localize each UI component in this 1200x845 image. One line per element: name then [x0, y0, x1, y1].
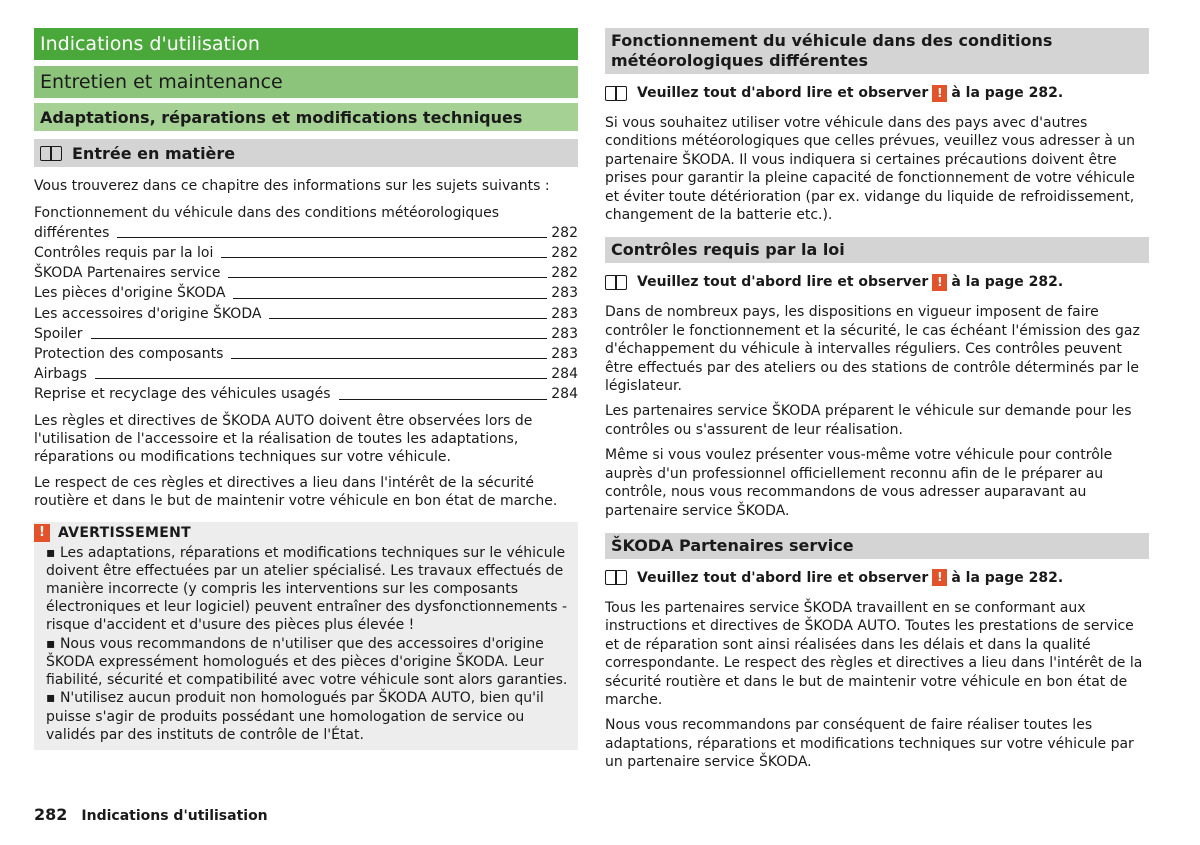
- warning-item: ▪ Nous vous recommandons de n'utiliser que des accessoires d'origine ŠKODA expressément homologués et des pièces d'origine ŠKODA. Leur fiabilité, sécurité et compatibilité avec votre véhicule sont alors garanties.: [46, 635, 568, 689]
- section-title: Fonctionnement du véhicule dans des conditions météorologiques différentes: [605, 28, 1149, 74]
- toc-item-page: 284: [551, 386, 578, 403]
- warning-icon: !: [932, 569, 947, 586]
- warning-item: ▪ Les adaptations, réparations et modifications techniques sur le véhicule doivent être effectuées par un atelier spécialisé. Les travaux effectués de manière incorrecte (y compris les interventions sur les composants électroniques et leur logiciel) peuvent entraîner des dysfonctionnements - risque d'accident et d'usure des pièces plus élevée !: [46, 544, 568, 634]
- toc-item-label: Les pièces d'origine ŠKODA: [34, 285, 226, 302]
- warning-icon: !: [932, 85, 947, 102]
- body-paragraph: Les règles et directives de ŠKODA AUTO doivent être observées lors de l'utilisation de l'accessoire et la réalisation de toutes les adaptations, réparations ou modifications techniques sur votre véhicule.: [34, 412, 533, 466]
- body-paragraph: Même si vous voulez présenter vous-même votre véhicule pour contrôle auprès d'un professionnel officiellement reconnu afin de le préparer au contrôle, nous vous recommandons de vous adresser auparavant au partenaire service ŠKODA.: [605, 447, 1113, 519]
- warning-body: [34, 544, 578, 744]
- footer-section: Indications d'utilisation: [81, 808, 268, 824]
- warning-title: AVERTISSEMENT: [58, 524, 191, 541]
- toc-item-label: Contrôles requis par la loi: [34, 245, 214, 262]
- page-number: 282: [34, 805, 68, 824]
- left-column: [34, 28, 578, 750]
- toc-item[interactable]: [34, 384, 578, 404]
- body-paragraph: Nous vous recommandons par conséquent de faire réaliser toutes les adaptations, réparations et modifications techniques sur votre véhicule par un partenaire service ŠKODA.: [605, 717, 1134, 771]
- read-first-note: [605, 567, 1149, 589]
- toc-item-page: 282: [551, 245, 578, 262]
- toc-item-page: 283: [551, 346, 578, 363]
- toc-item[interactable]: [34, 283, 578, 303]
- body-paragraph: Si vous souhaitez utiliser votre véhicule dans des pays avec d'autres conditions météorologiques que celles prévues, veuillez vous adresser à un partenaire ŠKODA. Il vous indiquera si certaines précautions doivent être prises pour garantir la pleine capacité de fonctionnement de votre véhicule et éviter toute détérioration (par ex. vidange du liquide de refroidissement, changement de la batterie etc.).: [605, 115, 1135, 224]
- toc-leader-line: [269, 318, 547, 319]
- toc-leader-line: [228, 277, 547, 278]
- toc-item-label: différentes: [34, 224, 110, 241]
- toc-item[interactable]: [34, 324, 578, 344]
- read-first-page[interactable]: à la page 282.: [951, 274, 1064, 291]
- toc-leader-line: [339, 399, 548, 400]
- read-first-text: Veuillez tout d'abord lire et observer: [637, 569, 929, 586]
- read-first-text: Veuillez tout d'abord lire et observer: [637, 85, 929, 101]
- warning-icon: !: [932, 274, 947, 291]
- book-icon: [40, 146, 62, 161]
- body-paragraph: Le respect de ces règles et directives a lieu dans l'intérêt de la sécurité routière et dans le but de maintenir votre véhicule en bon état de marche.: [34, 474, 558, 510]
- subsection-heading: Adaptations, réparations et modifications techniques: [34, 103, 578, 131]
- body-paragraph: Tous les partenaires service ŠKODA travaillent en se conformant aux instructions et directives de ŠKODA AUTO. Toutes les prestations de service et de réparation sont ainsi réalisées dans les délais et dans la qualité correspondante. Le respect des règles et directives a lieu dans l'intérêt de la sécurité routière et dans le but de maintenir votre véhicule en bon état de marche.: [605, 599, 1143, 708]
- toc-leader-line: [233, 298, 547, 299]
- toc-item-label[interactable]: Fonctionnement du véhicule dans des conditions météorologiques: [34, 205, 500, 222]
- read-first-note: [605, 271, 1149, 293]
- toc-item-label: Protection des composants: [34, 346, 224, 363]
- toc-item[interactable]: [34, 304, 578, 324]
- toc-item-page: 283: [551, 325, 578, 342]
- warning-icon: !: [34, 524, 50, 542]
- toc-item[interactable]: [34, 263, 578, 283]
- book-icon: [605, 86, 627, 101]
- read-first-page[interactable]: à la page 282.: [951, 569, 1064, 586]
- toc-item-label: ŠKODA Partenaires service: [34, 265, 221, 282]
- warning-header: [34, 522, 578, 544]
- book-icon: [605, 570, 627, 585]
- toc-item[interactable]: [34, 223, 578, 243]
- table-of-contents: [34, 204, 578, 404]
- right-column: [605, 28, 1149, 772]
- toc-leader-line: [231, 358, 547, 359]
- toc-item-page: 282: [551, 224, 578, 241]
- intro-title: Entrée en matière: [72, 143, 236, 163]
- toc-item[interactable]: [34, 344, 578, 364]
- toc-item-label: Airbags: [34, 366, 87, 383]
- toc-item-label: Reprise et recyclage des véhicules usagés: [34, 386, 331, 403]
- toc-item[interactable]: [34, 243, 578, 263]
- warning-box: [34, 522, 578, 750]
- intro-text: Vous trouverez dans ce chapitre des informations sur les sujets suivants :: [34, 178, 550, 194]
- toc-item[interactable]: [34, 364, 578, 384]
- read-first-page[interactable]: à la page 282.: [951, 85, 1064, 101]
- page-footer: [34, 805, 268, 824]
- toc-item-page: 283: [551, 285, 578, 302]
- toc-leader-line: [95, 378, 547, 379]
- toc-leader-line: [91, 338, 548, 339]
- toc-leader-line: [221, 257, 547, 258]
- body-paragraph: Dans de nombreux pays, les dispositions en vigueur imposent de faire contrôler le fonctionnement et la sécurité, le cas échéant l'émission des gaz d'échappement du véhicule à intervalles réguliers. Ces contrôles peuvent être effectués par des ateliers ou des stations de contrôle déterminés par le législateur.: [605, 304, 1140, 395]
- section-title: ŠKODA Partenaires service: [605, 533, 1149, 559]
- section-heading: Entretien et maintenance: [34, 66, 578, 98]
- toc-leader-line: [117, 237, 547, 238]
- toc-item-page: 282: [551, 265, 578, 282]
- read-first-text: Veuillez tout d'abord lire et observer: [637, 274, 929, 291]
- book-icon: [605, 275, 627, 290]
- warning-item: ▪ N'utilisez aucun produit non homologués par ŠKODA AUTO, bien qu'il puisse s'agir de produits possédant une homologation de service ou validés par des instituts de contrôle de l'État.: [46, 690, 544, 743]
- toc-item-label: Les accessoires d'origine ŠKODA: [34, 305, 262, 322]
- section-title: Contrôles requis par la loi: [605, 237, 1149, 263]
- toc-item-page: 283: [551, 305, 578, 322]
- chapter-heading: Indications d'utilisation: [34, 28, 578, 60]
- intro-heading: [34, 139, 578, 167]
- toc-item-label: Spoiler: [34, 325, 83, 342]
- read-first-note: [605, 82, 1149, 104]
- toc-item-page: 284: [551, 366, 578, 383]
- body-paragraph: Les partenaires service ŠKODA préparent le véhicule sur demande pour les contrôles ou s'assurent de leur réalisation.: [605, 403, 1132, 438]
